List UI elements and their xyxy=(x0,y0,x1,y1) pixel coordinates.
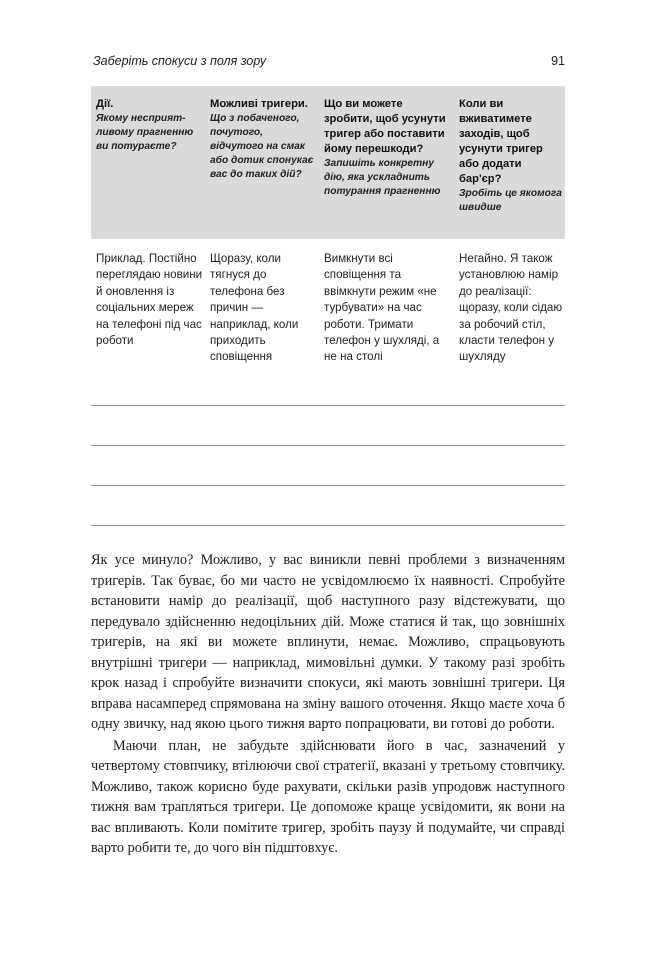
column-subtitle: Запишіть конкретну дію, яка ускладнить потурання прагненню xyxy=(324,158,441,197)
running-header xyxy=(93,54,565,74)
worksheet-table xyxy=(91,86,565,526)
column-question: Що ви можете зробити, щоб усунути тригер або поставити йому перешкоди? xyxy=(324,98,446,155)
blank-answer-line xyxy=(91,446,565,486)
body-paragraph: Маючи план, не забудьте здійснювати його в час, зазначений у четвертому стовпчику, втілюючи свої стратегії, вказані у третьому стовпчику. Можливо, також корисно буде рахувати, скільки разів упродовж наступного тижня вам трапляться тригери. Це допоможе краще усвідомити, як вони на вас впливають. Коли помітите тригер, зробіть паузу й подумайте, чи справді варто робити те, до чого він підштовхує. xyxy=(91,737,565,856)
column-header-remove-trigger xyxy=(319,97,454,239)
blank-answer-line xyxy=(91,486,565,526)
example-cell-trigger: Щоразу, коли тягнуся до телефона без причин — наприклад, коли приходить сповіщення xyxy=(210,252,299,364)
column-question: Дії. xyxy=(96,98,114,110)
column-question: Можливі тригери. xyxy=(210,98,308,110)
column-subtitle: Якому несприят-ливому прагненню ви потураєте? xyxy=(96,113,194,152)
example-cell-action: Приклад. Постійно переглядаю новини й оновлення із соціальних мереж на телефоні під час роботи xyxy=(96,252,203,348)
body-text xyxy=(91,550,565,859)
column-question: Коли ви вживатимете заходів, щоб усунути тригер або додати бар'єр? xyxy=(459,98,543,185)
body-paragraph: Як усе минуло? Можливо, у вас виникли певні проблеми з визначенням тригерів. Так буває, бо ми часто не усвідомлюємо їх наявності. Спробуйте встановити намір до реалізації, щоб наступного разу відстежувати, що передувало здійсненню недоцільних дій. Може статися й так, що зовнішніх тригерів, на які ви можете вплинути, немає. Можливо, спрацьовують внутрішні тригери — наприклад, мимовільні думки. У такому разі зробіть крок назад і спробуйте визначити спокуси, які мають зовнішні тригери. Ця вправа насамперед спрямована на зміну вашого оточення. Якщо маєте хоча б одну звичку, над якою цього тижня варто попрацювати, ви готові до роботи. xyxy=(91,552,565,732)
page-number: 91 xyxy=(551,54,565,68)
column-header-triggers xyxy=(205,97,319,239)
column-subtitle: Зробіть це якомога швидше xyxy=(459,188,562,213)
column-header-when xyxy=(454,97,565,239)
column-header-actions xyxy=(91,97,205,239)
example-cell-timing: Негайно. Я також установлюю намір до реалізації: щоразу, коли сідаю за робочий стіл, класти телефон у шухляду xyxy=(459,252,563,364)
example-row xyxy=(91,239,565,406)
running-title: Заберіть спокуси з поля зору xyxy=(93,54,267,68)
blank-answer-line xyxy=(91,406,565,446)
worksheet-header-row xyxy=(91,86,565,239)
example-cell-remedy: Вимкнути всі сповіщення та ввімкнути режим «не турбувати» на час роботи. Тримати телефон у шухляді, а не на столі xyxy=(324,252,440,364)
column-subtitle: Що з побаченого, почутого, відчутого на смак або дотик спонукає вас до таких дій? xyxy=(210,113,314,180)
